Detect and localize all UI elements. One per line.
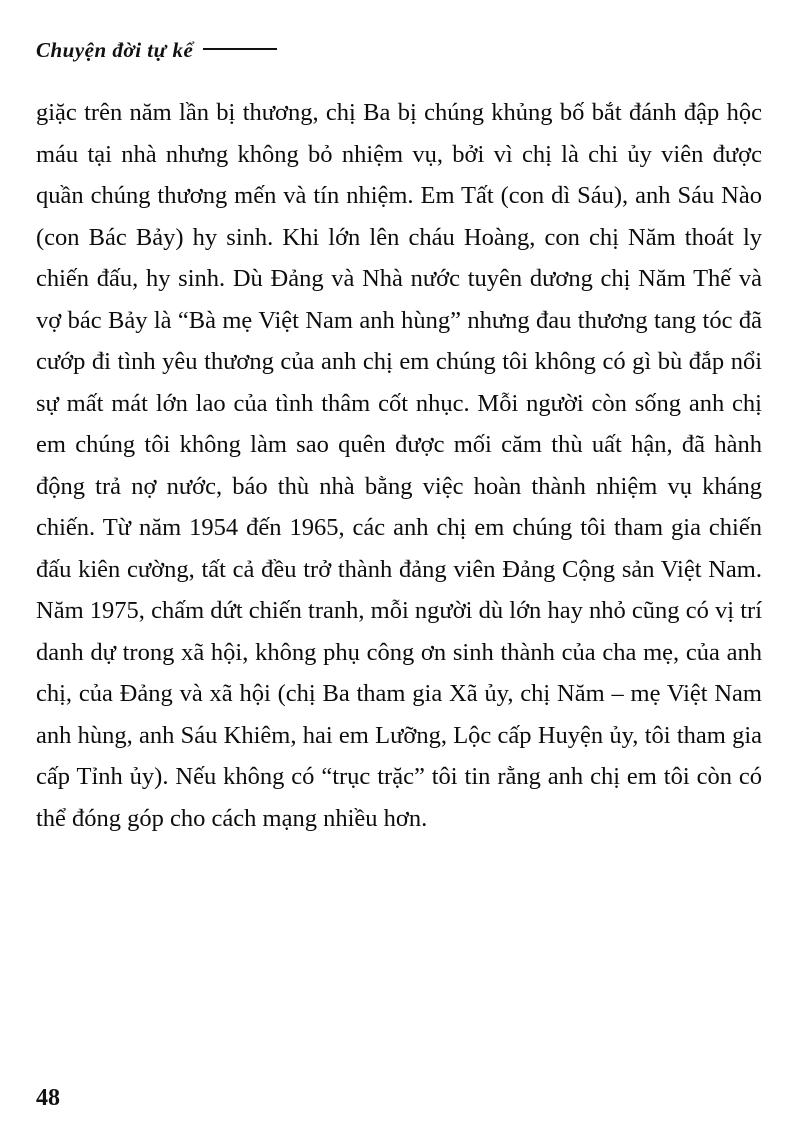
page-header [36,38,757,63]
paragraph: giặc trên năm lần bị thương, chị Ba bị chúng khủng bố bắt đánh đập hộc máu tại nhà nhưng không bỏ nhiệm vụ, bởi vì chị là chi ủy viên được quần chúng thương mến và tín nhiệm. Em Tất (con dì Sáu), anh Sáu Nào (con Bác Bảy) hy sinh. Khi lớn lên cháu Hoàng, con chị Năm thoát ly chiến đấu, hy sinh. Dù Đảng và Nhà nước tuyên dương chị Năm Thế và vợ bác Bảy là “Bà mẹ Việt Nam anh hùng” nhưng đau thương tang tóc đã cướp đi tình yêu thương của anh chị em chúng tôi không có gì bù đắp nổi sự mất mát lớn lao của tình thâm cốt nhục. Mỗi người còn sống anh chị em chúng tôi không làm sao quên được mối căm thù uất hận, đã hành động trả nợ nước, báo thù nhà bằng việc hoàn thành nhiệm vụ kháng chiến. Từ năm 1954 đến 1965, các anh chị em chúng tôi tham gia chiến đấu kiên cường, tất cả đều trở thành đảng viên Đảng Cộng sản Việt Nam. Năm 1975, chấm dứt chiến tranh, mỗi người dù lớn hay nhỏ cũng có vị trí danh dự trong xã hội, không phụ công ơn sinh thành của cha mẹ, của anh chị, của Đảng và xã hội (chị Ba tham gia Xã ủy, chị Năm – mẹ Việt Nam anh hùng, anh Sáu Khiêm, hai em Lưỡng, Lộc cấp Huyện ủy, tôi tham gia cấp Tỉnh ủy). Nếu không có “trục trặc” tôi tin rằng anh chị em tôi còn có thể đóng góp cho cách mạng nhiều hơn. [36,99,762,832]
running-head-title: Chuyện đời tự kể [36,38,194,62]
header-rule-icon [203,48,277,50]
page-number: 48 [36,1085,60,1111]
body-text-block [36,92,762,839]
